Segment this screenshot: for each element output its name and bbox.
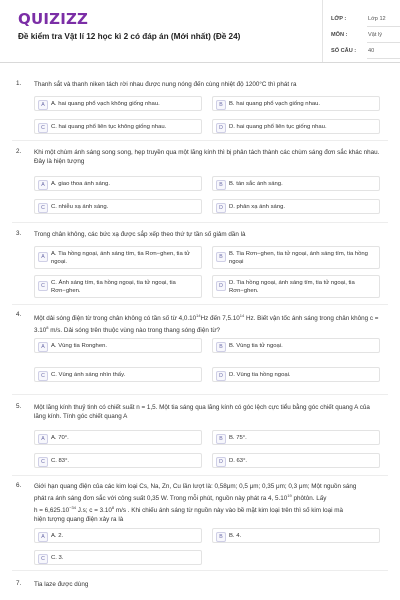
option-text: D. phản xạ ánh sáng. bbox=[229, 204, 286, 210]
option-text: D. 63°. bbox=[229, 458, 248, 464]
divider bbox=[12, 222, 388, 223]
option-c[interactable] bbox=[34, 550, 202, 565]
text-segment: Một dải sóng điện từ trong chân không có tần số từ 4,0.10 bbox=[34, 315, 197, 323]
option-d[interactable] bbox=[212, 453, 380, 468]
option-letter: D bbox=[216, 123, 226, 133]
superscript: 19 bbox=[287, 493, 292, 498]
text-segment: J.s; c = 3.10 bbox=[76, 507, 112, 515]
meta-value: 40 bbox=[368, 48, 375, 54]
superscript: 14 bbox=[196, 313, 201, 318]
option-c[interactable] bbox=[34, 453, 202, 468]
text-segment: Hz đến 7,5.10 bbox=[200, 315, 240, 323]
superscript: −34 bbox=[69, 505, 76, 511]
option-d[interactable] bbox=[212, 119, 380, 134]
question-number: 1. bbox=[16, 80, 22, 87]
option-letter: C bbox=[38, 457, 48, 467]
meta-value: Lớp 12 bbox=[368, 16, 386, 22]
question-number: 6. bbox=[16, 482, 22, 489]
meta-label: LỚP : bbox=[331, 16, 347, 22]
option-text: B. tán sắc ánh sáng. bbox=[229, 181, 283, 187]
option-text: C. hai quang phổ liên tục không giống nhau. bbox=[51, 124, 167, 130]
question-number: 3. bbox=[16, 230, 22, 237]
option-letter: C bbox=[38, 123, 48, 133]
option-text: A. Tia hồng ngoại, ánh sáng tím, tia Rơn−ghen, tia tử ngoại. bbox=[51, 251, 190, 265]
question-text bbox=[34, 311, 380, 335]
meta-question-count bbox=[323, 44, 400, 62]
option-text: D. Vùng tia hồng ngoại. bbox=[229, 372, 291, 378]
page-title: Đề kiểm tra Vật lí 12 học kì 2 có đáp án (Mới nhất) (Đề 24) bbox=[18, 32, 241, 41]
option-text: A. giao thoa ánh sáng. bbox=[51, 181, 110, 187]
option-text: C. 83°. bbox=[51, 458, 70, 464]
option-a[interactable] bbox=[34, 96, 202, 111]
text-segment: m/s. Dải sóng trên thuộc vùng nào trong thang sóng điện từ? bbox=[48, 327, 221, 335]
superscript: 8 bbox=[46, 325, 49, 331]
option-text: C. Ánh sáng tím, tia hồng ngoại, tia tử ngoại, tia Rơn−ghen. bbox=[51, 280, 176, 294]
text-line bbox=[34, 491, 380, 503]
option-a[interactable] bbox=[34, 338, 202, 353]
option-b[interactable] bbox=[212, 430, 380, 445]
option-letter: D bbox=[216, 371, 226, 381]
option-text: C. Vùng ánh sáng nhìn thấy. bbox=[51, 372, 126, 378]
superscript: 8 bbox=[111, 505, 115, 511]
option-letter: A bbox=[38, 180, 48, 190]
worksheet-header bbox=[0, 0, 400, 63]
text-line bbox=[34, 503, 380, 515]
option-letter: B bbox=[216, 100, 226, 110]
option-letter: C bbox=[38, 371, 48, 381]
option-b[interactable] bbox=[212, 176, 380, 191]
question-text: Thanh sắt và thanh niken tách rời nhau được nung nóng đến cùng nhiệt độ 1200°C thì phát ra bbox=[34, 81, 297, 88]
option-text: C. nhiễu xạ ánh sáng. bbox=[51, 204, 109, 210]
option-text: D. Tia hồng ngoại, ánh sáng tím, tia tử ngoại, tia Rơn−ghen. bbox=[229, 280, 355, 294]
option-text: C. 3. bbox=[51, 555, 64, 561]
option-a[interactable] bbox=[34, 246, 202, 269]
question-number: 4. bbox=[16, 311, 22, 318]
option-letter: C bbox=[38, 203, 48, 213]
option-letter: B bbox=[216, 434, 226, 444]
option-c[interactable] bbox=[34, 275, 202, 298]
option-text: D. hai quang phổ liên tục giống nhau. bbox=[229, 124, 327, 130]
option-a[interactable] bbox=[34, 528, 202, 543]
divider bbox=[12, 475, 388, 476]
option-text: A. hai quang phổ vạch không giống nhau. bbox=[51, 101, 160, 107]
text-segment: phát ra ánh sáng đơn sắc với công suất 0,35 W. Trong mỗi phút, nguồn này phát ra 4, 5.10 bbox=[34, 495, 288, 503]
meta-panel bbox=[322, 0, 385, 62]
text-segment: h = 6,625.10 bbox=[34, 507, 70, 515]
question-text bbox=[34, 482, 380, 524]
text-line: hiện tượng quang điện xảy ra là bbox=[34, 516, 124, 524]
option-text: B. 75°. bbox=[229, 435, 247, 441]
quizizz-logo: QUIZIZZ bbox=[18, 10, 89, 28]
option-letter: B bbox=[216, 532, 226, 542]
option-text: B. Vùng tia tử ngoại. bbox=[229, 343, 283, 349]
text-line: Giới hạn quang điện của các kim loại Cs, Na, Zn, Cu lần lượt là: 0,58μm; 0,5 μm; 0,35 μm; 0,3 μm; Một nguồn sáng bbox=[34, 483, 357, 490]
option-letter: D bbox=[216, 457, 226, 467]
option-b[interactable] bbox=[212, 96, 380, 111]
meta-label: MÔN : bbox=[331, 32, 348, 38]
option-letter: D bbox=[216, 281, 226, 291]
text-segment: m/s . Khi chiếu ánh sáng từ nguồn này vào bề mặt kim loại trên thì số kim loại mà bbox=[114, 507, 344, 515]
option-letter: A bbox=[38, 100, 48, 110]
option-a[interactable] bbox=[34, 176, 202, 191]
question-text: Trong chân không, các bức xạ được sắp xếp theo thứ tự tần số giảm dần là bbox=[34, 231, 246, 238]
question-number: 7. bbox=[16, 580, 22, 587]
divider bbox=[12, 394, 388, 395]
text-segment: phôtôn. Lấy bbox=[291, 495, 327, 503]
question-number: 2. bbox=[16, 148, 22, 155]
option-d[interactable] bbox=[212, 199, 380, 214]
option-b[interactable] bbox=[212, 338, 380, 353]
question-text: Tia laze được dùng bbox=[34, 581, 89, 588]
option-letter: C bbox=[38, 554, 48, 564]
text-segment: Hz. Biết vận tốc ánh sáng trong chân không c = 3.10 bbox=[34, 315, 379, 335]
option-letter: A bbox=[38, 342, 48, 352]
divider bbox=[12, 304, 388, 305]
option-c[interactable] bbox=[34, 367, 202, 382]
meta-underline bbox=[367, 58, 400, 59]
meta-underline bbox=[367, 42, 400, 43]
option-letter: A bbox=[38, 252, 48, 262]
divider bbox=[12, 570, 388, 571]
option-a[interactable] bbox=[34, 430, 202, 445]
option-letter: C bbox=[38, 281, 48, 291]
option-text: B. hai quang phổ vạch giống nhau. bbox=[229, 101, 321, 107]
option-text: B. 4. bbox=[229, 533, 242, 539]
option-letter: B bbox=[216, 180, 226, 190]
option-letter: D bbox=[216, 203, 226, 213]
option-d[interactable] bbox=[212, 367, 380, 382]
option-d[interactable] bbox=[212, 275, 380, 298]
superscript: 14 bbox=[239, 313, 245, 318]
question-text: Khi một chùm ánh sáng song song, hẹp truyền qua một lăng kính thì bị phân tách thành các chùm sáng đơn sắc khác nhau. Đây là hiện tượng bbox=[34, 149, 380, 165]
option-letter: A bbox=[38, 434, 48, 444]
question-number: 5. bbox=[16, 403, 22, 410]
option-c[interactable] bbox=[34, 119, 202, 134]
option-b[interactable] bbox=[212, 528, 380, 543]
option-c[interactable] bbox=[34, 199, 202, 214]
option-text: A. Vùng tia Ronghen. bbox=[51, 343, 108, 349]
meta-underline bbox=[367, 26, 400, 27]
option-text: A. 70°. bbox=[51, 435, 69, 441]
option-text: A. 2. bbox=[51, 533, 64, 539]
option-b[interactable] bbox=[212, 246, 380, 269]
meta-label: SỐ CÂU : bbox=[331, 48, 357, 54]
divider bbox=[12, 140, 388, 141]
meta-value: Vật lý bbox=[368, 32, 382, 38]
option-letter: B bbox=[216, 342, 226, 352]
option-text: B. Tia Rơn−ghen, tia tử ngoại, ánh sáng tím, tia hồng ngoại bbox=[229, 251, 368, 265]
option-letter: A bbox=[38, 532, 48, 542]
question-text: Một lăng kính thuỷ tinh có chiết suất n = 1,5. Một tia sáng qua lăng kính có góc lệch cực tiểu bằng góc chiết quang A của lăng kính. Tính góc chiết quang A bbox=[34, 404, 370, 420]
option-letter: B bbox=[216, 252, 226, 262]
